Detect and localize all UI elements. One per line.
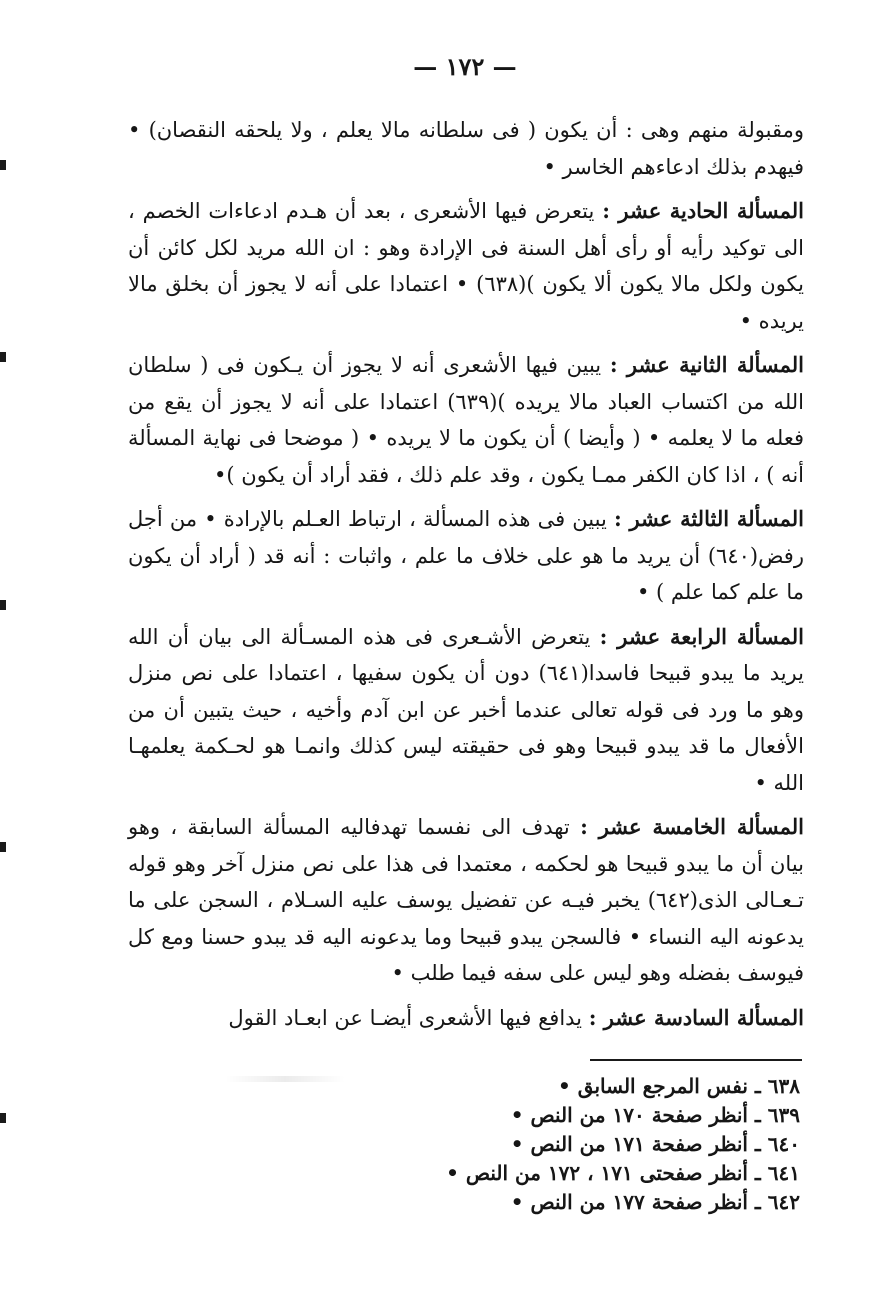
footnote: ٦٤١ ـ أنظر صفحتى ١٧١ ، ١٧٢ من النص • — [446, 1161, 800, 1185]
paragraph-text: ومقبولة منهم وهى : أن يكون ( فى سلطانه مالا يعلم ، ولا يلحقه النقصان) • فيهدم بذلك ادعاءهم الخاسر • — [128, 118, 804, 179]
paragraph-text: يدافع فيها الأشعرى أيضـا عن ابعـاد القول — [228, 1005, 583, 1030]
paragraph-text: تهدف الى نفسما تهدفاليه المسألة السابقة ، وهو بيان أن ما يبدو قبيحا هو لحكمه ، معتمدا فى هذا على نص منزل آخر وهو قوله تـعـالى الذى(٦٤٢) يخبر فيـه عن تفضيل يوسف عليه السـلام ، السجن على ما يدعونه اليه النساء • فالسجن يبدو قبيحا وما يدعونه اليه قد يبدو حسنا ومع كل فيوسف بفضله وهو ليس على سفه فيما طلب • — [128, 815, 804, 985]
paragraph — [128, 619, 804, 802]
footnote-divider — [590, 1059, 802, 1061]
paragraph-heading: المسألة الثالثة عشر : — [613, 506, 804, 531]
paragraph — [128, 112, 804, 185]
paragraph-text: يبين فى هذه المسألة ، ارتباط العـلم بالإرادة • من أجل رفض(٦٤٠) أن يريد ما هو على خلاف ما علم ، واثبات : أنه قد ( أراد أن يكون ما علم كما علم ) • — [128, 507, 804, 604]
footnote: ٦٤٢ ـ أنظر صفحة ١٧٧ من النص • — [510, 1190, 800, 1214]
paragraph — [128, 501, 804, 611]
paragraph-heading: المسألة الخامسة عشر : — [580, 814, 804, 839]
footnote: ٦٣٨ ـ نفس المرجع السابق • — [558, 1074, 800, 1098]
paragraph-text: يبين فيها الأشعرى أنه لا يجوز أن يـكون فى ( سلطان الله من اكتساب العباد مالا يريده )(٦٣٩) اعتمادا على أنه لا يجوز أن يقع من فعله ما لا يعلمه • ( وأيضا ) أن يكون ما لا يريده • ( موضحا فى نهاية المسألة أنه ) ، اذا كان الكفر ممـا يكون ، وقد علم ذلك ، فقد أراد أن يكون )• — [128, 353, 804, 487]
paragraph — [128, 193, 804, 339]
paragraph-heading: المسألة الحادية عشر : — [602, 198, 804, 223]
scan-edge-mark — [0, 842, 6, 852]
paragraph-heading: المسألة الثانية عشر : — [609, 352, 805, 377]
page-number: — ١٧٢ — — [413, 52, 517, 81]
scan-edge-mark — [0, 160, 6, 170]
paragraph — [128, 809, 804, 992]
paragraph-text: يتعرض فيها الأشعرى ، بعد أن هـدم ادعاءات الخصم ، الى توكيد رأيه أو رأى أهل السنة فى الإرادة وهو : ان الله مريد لكل كائن أن يكون ولكل مالا يكون ألا يكون )(٦٣٨) • اعتمادا على أنه لا يجوز أن بخلق مالا يريده • — [128, 199, 804, 333]
paragraph-heading: المسألة الرابعة عشر : — [599, 623, 804, 649]
footnote: ٦٣٩ ـ أنظر صفحة ١٧٠ من النص • — [510, 1103, 800, 1127]
paragraph-text: يتعرض الأشـعرى فى هذه المسـألة الى بيان أن الله يريد ما يبدو قبيحا فاسدا(٦٤١) دون أن يكون سفيها ، اعتمادا على نص منزل وهو ما ورد فى قوله تعالى عندما أخبر عن ابن آدم وأخيه ، حيث يتبين أن من الأفعال ما قد يبدو قبيحا وهو فى حقيقته ليس كذلك وانمـا هو لحـكمة يعلمهـا الله • — [128, 624, 804, 795]
paragraph — [128, 1000, 804, 1037]
scan-edge-mark — [0, 1113, 6, 1123]
scan-edge-mark — [0, 352, 6, 362]
main-text — [128, 112, 804, 1044]
scan-edge-mark — [0, 600, 6, 610]
footnotes — [300, 1072, 800, 1217]
paragraph-heading: المسألة السادسة عشر : — [588, 1004, 804, 1030]
paragraph — [128, 347, 804, 493]
footnote: ٦٤٠ ـ أنظر صفحة ١٧١ من النص • — [510, 1132, 800, 1156]
